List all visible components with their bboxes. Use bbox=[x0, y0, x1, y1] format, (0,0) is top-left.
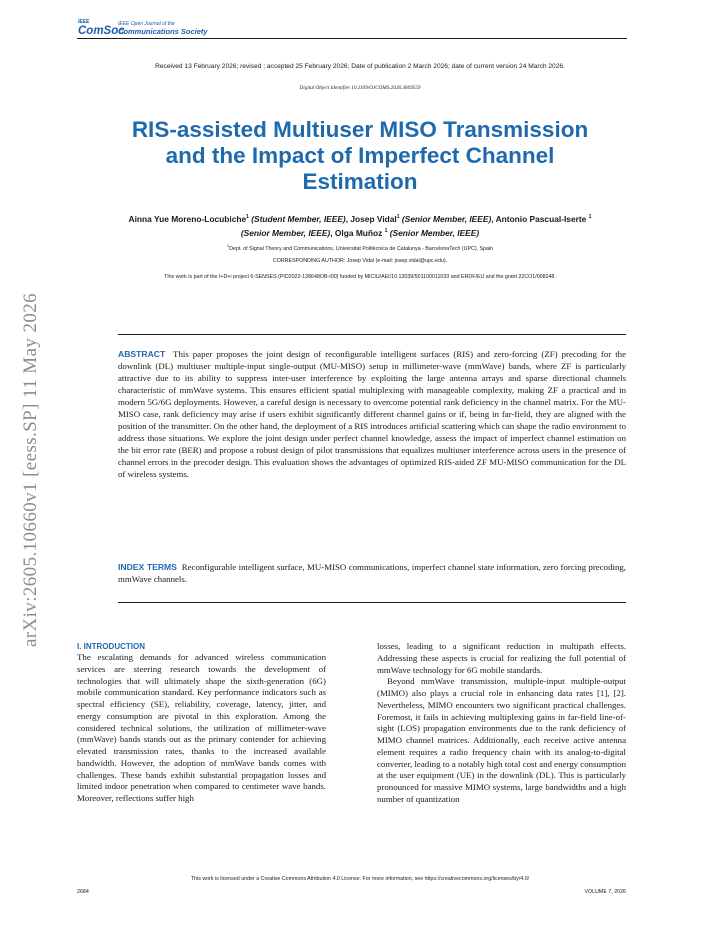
journal-name bbox=[118, 21, 208, 36]
corresponding-author: CORRESPONDING AUTHOR: Josep Vidal (e-mail: josep.vidal@upc.edu). bbox=[272, 258, 448, 264]
paragraph: Beyond mmWave transmission, multiple-input multiple-output (MIMO) also plays a crucial role in enhancing data rates [1], [2]. Nevertheless, MIMO encounters two significant practical challenges. Foremost, it fails in achieving multiplexing gains in far-field line-of-sight (LOS) propagation environments due to the rank deficiency of MIMO channel matrices. Additionally, each receive active antenna element requires a radio frequency chain with its analog-to-digital converter, leading to a notably high total cost and energy consumption at the user equipment (UE) in the downlink (DL). This is particularly pronounced for massive MIMO systems, large bandwidths and a high number of quantization bbox=[377, 676, 626, 804]
affiliation-sup: 1 bbox=[226, 243, 230, 248]
paper-title: RIS-assisted Multiuser MISO Transmission and the Impact of Imperfect Channel Estimation bbox=[131, 117, 589, 194]
body-column-left bbox=[77, 641, 326, 805]
doi: Digital Object Identifier 10.1109/OJCOMS.2026.3669559 bbox=[299, 85, 421, 91]
section-heading: I. INTRODUCTION bbox=[77, 642, 145, 651]
author bbox=[335, 228, 479, 238]
index-terms-text: Reconfigurable intelligent surface, MU-MISO communications, imperfect channel state information, zero forcing precoding, mmWave channels. bbox=[118, 562, 627, 585]
abstract-text: This paper proposes the joint design of reconfigurable intelligent surfaces (RIS) and zero-forcing (ZF) precoding for the downlink (DL) multiuser multiple-input single-output (MU-MISO) setup in millimeter-wave (mmWave) bands, where ZF is particularly attractive due to its ability to suppress inter-user interference by exploiting the large antenna arrays and sparse directional channels characteristic of mmWave systems. This ensures efficient spatial multiplexing with manageable complexity, making ZF a practical and in modern 5G/6G deployments. However, a careful design is necessary to overcome potential rank deficiency in the channel matrix. For the MU-MISO case, rank deficiency may arise if users exhibit significantly different channel gains or if, being in far-field, they are aligned with the position of the transmitter. On the other hand, the deployment of a RIS introduces artificial scattering which can shape the radio environment to address those situations. We explore the joint design under perfect channel knowledge, assess the impact of imperfect channel estimation on the bit error rate (BER) and propose a robust design of pilot transmissions that equalizes multiuser interference across users in the presence of channel errors in the precoder design. This evaluation shows the advantages of optimized RIS-aided ZF MU-MISO communication for the DL of wireless systems. bbox=[118, 349, 626, 480]
author-separator: , bbox=[330, 227, 335, 238]
affiliation bbox=[120, 242, 600, 253]
paragraph: The escalating demands for advanced wireless communication services are steering research towards the development of technologies that will ultimately shape the sixth-generation (6G) mobile communication standard. Key performance indicators such as spectral efficiency (SE), reliability, coverage, latency, jitter, and energy consumption are pivotal in this exploration. Among the considered technical solutions, the utilization of millimeter-wave (mmWave) bands stands out as the primary contender for achieving elevated transmission rates, thanks to the increased available bandwidth. However, the adoption of mmWave bands comes with challenges. These bands exhibit substantial propagation losses and limited indoor penetration when compared to centimeter wave bands. Moreover, reflections suffer high bbox=[77, 652, 326, 803]
author-affiliation-sup: 1 bbox=[588, 214, 592, 220]
index-terms bbox=[118, 561, 626, 585]
abstract-label: ABSTRACT bbox=[118, 349, 166, 359]
abstract-top-rule bbox=[118, 334, 626, 335]
author-name: Antonio Pascual-Iserte bbox=[495, 213, 589, 224]
author-affiliation-sup: 1 bbox=[396, 214, 400, 220]
index-terms-label: INDEX TERMS bbox=[118, 562, 177, 572]
paragraph: losses, leading to a significant reduction in multipath effects. Addressing these aspects is crucial for realizing the full potential of mmWave technology for 6G mobile standards. bbox=[377, 641, 626, 675]
author-separator: , bbox=[345, 213, 351, 224]
author-membership: (Student Member, IEEE) bbox=[248, 213, 346, 224]
author-membership: (Senior Member, IEEE) bbox=[399, 213, 492, 224]
author bbox=[129, 214, 351, 224]
logo-text: ComSoc bbox=[78, 25, 125, 37]
author-membership: (Senior Member, IEEE) bbox=[240, 227, 331, 238]
author-name: Josep Vidal bbox=[350, 213, 397, 224]
abstract-bottom-rule bbox=[118, 602, 626, 603]
author-list bbox=[120, 211, 600, 239]
page-number: 2684 bbox=[77, 889, 89, 895]
journal-name-line1: IEEE Open Journal of the bbox=[118, 21, 175, 27]
author-membership: (Senior Member, IEEE) bbox=[387, 227, 480, 238]
author-name: Ainna Yue Moreno-Locubiche bbox=[128, 213, 247, 224]
author-separator: , bbox=[491, 213, 496, 224]
author-affiliation-sup: 1 bbox=[384, 227, 388, 234]
author-affiliation-sup: 1 bbox=[246, 214, 249, 220]
abstract bbox=[118, 348, 626, 481]
arxiv-sidebar bbox=[12, 250, 50, 690]
license-notice: This work is licensed under a Creative Commons Attribution 4.0 License. For more information, see https://creativecommons.org/licenses/by/4.0/ bbox=[190, 876, 530, 882]
body-column-right bbox=[377, 641, 626, 806]
journal-name-line2: Communications Society bbox=[118, 27, 208, 36]
affiliation-text: Dept. of Signal Theory and Communications, Universitat Politècnica de Catalunya - BarcelonaTech (UPC), Spain bbox=[229, 245, 494, 252]
author bbox=[350, 214, 495, 224]
arxiv-identifier: arXiv:2605.10660v1 [eess.SP] 11 May 2026 bbox=[20, 292, 41, 648]
received-dates: Received 13 February 2026; revised ; accepted 25 February 2026; Date of publication 2 March 2026; date of current version 24 March 2026. bbox=[155, 63, 565, 70]
header-divider bbox=[77, 38, 627, 39]
funding-note: This work is part of the I+D+i project 6-SENSES (PID2022-138648OB-I00) funded by MICIU/AEI/10.13039/501100011033 and ERDF/EU and the grant 22CO1/008248. bbox=[164, 274, 556, 280]
volume-info: VOLUME 7, 2026 bbox=[584, 889, 626, 895]
author-name: Olga Muñoz bbox=[334, 227, 385, 238]
logo-subtext: IEEE bbox=[78, 19, 90, 25]
